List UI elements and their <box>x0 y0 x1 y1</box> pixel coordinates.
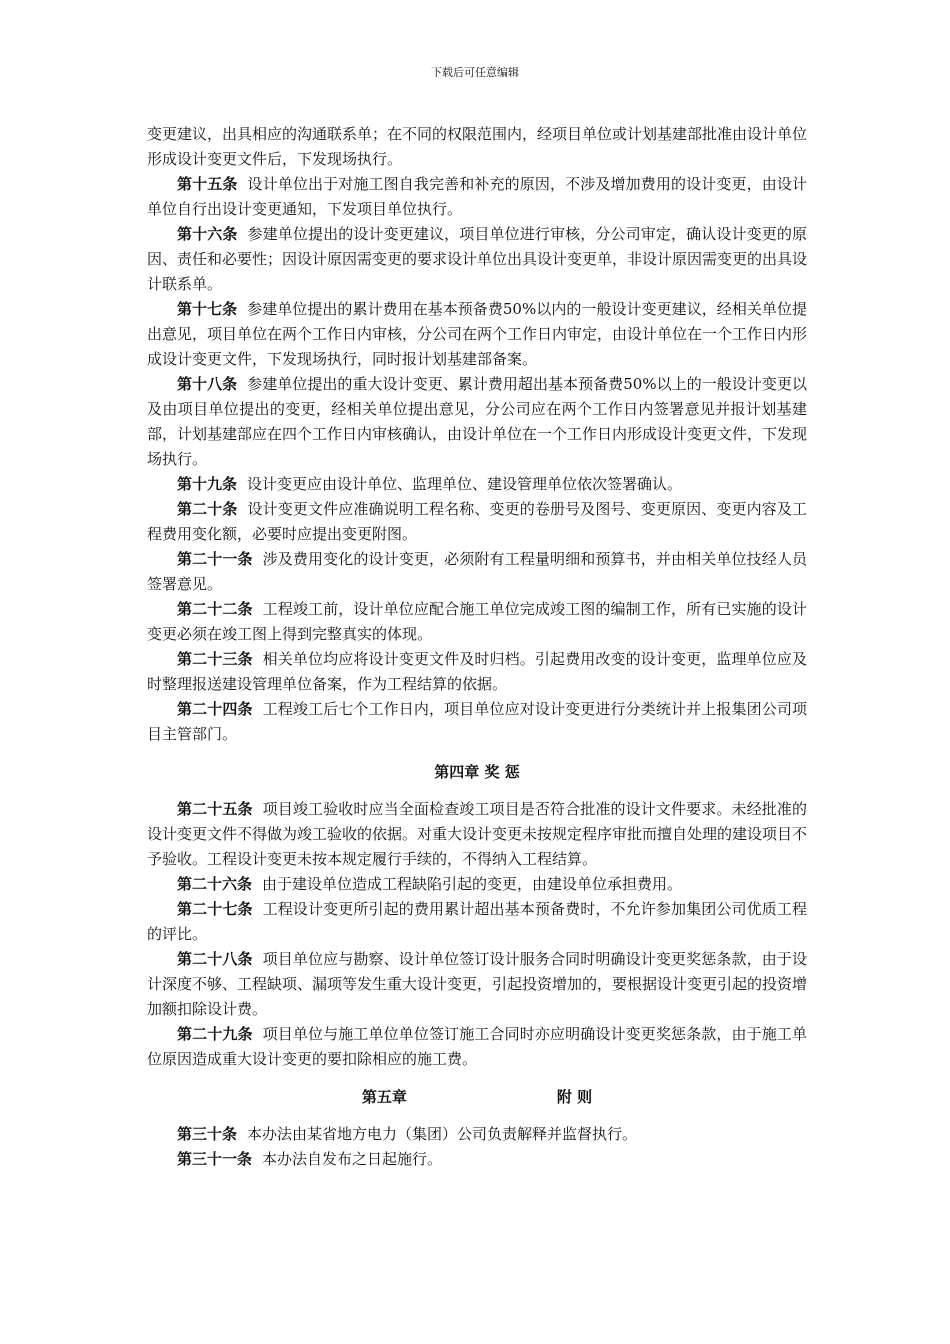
article-21 <box>147 547 807 597</box>
article-text: 相关单位均应将设计变更文件及时归档。引起费用改变的设计变更，监理单位应及时整理报送建设管理单位备案，作为工程结算的依据。 <box>147 650 807 693</box>
article-label: 第二十四条 <box>177 700 253 718</box>
article-label: 第三十一条 <box>177 1150 253 1168</box>
article-text: 由于建设单位造成工程缺陷引起的变更，由建设单位承担费用。 <box>262 875 683 893</box>
continued-paragraph: 变更建议，出具相应的沟通联系单；在不同的权限范围内，经项目单位或计划基建部批准由设计单位形成设计变更文件后，下发现场执行。 <box>147 125 808 168</box>
article-text: 设计变更文件应准确说明工程名称、变更的卷册号及图号、变更原因、变更内容及工程费用变化额，必要时应提出变更附图。 <box>147 500 807 543</box>
chapter-5-heading <box>147 1085 807 1110</box>
article-label: 第二十九条 <box>177 1025 253 1043</box>
article-22 <box>147 597 807 647</box>
article-text: 本办法自发布之日起施行。 <box>262 1150 443 1168</box>
document-body <box>147 122 807 1172</box>
article-text: 参建单位提出的累计费用在基本预备费50%以内的一般设计变更建议，经相关单位提出意见，项目单位在两个工作日内审核，分公司在两个工作日内审定，由设计单位在一个工作日内形成设计变更文件，下发现场执行，同时报计划基建部备案。 <box>147 300 808 368</box>
article-17 <box>147 297 807 372</box>
article-label: 第二十七条 <box>177 900 253 918</box>
article-19 <box>147 472 807 497</box>
article-text: 工程竣工后七个工作日内，项目单位应对设计变更进行分类统计并上报集团公司项目主管部门。 <box>147 700 807 743</box>
article-label: 第十七条 <box>177 300 238 318</box>
article-label: 第十五条 <box>177 175 238 193</box>
chapter-5-title: 附 则 <box>556 1088 593 1106</box>
article-text: 项目竣工验收时应当全面检查竣工项目是否符合批准的设计文件要求。未经批准的设计变更文件不得做为竣工验收的依据。对重大设计变更未按规定程序审批而擅自处理的建设项目不予验收。工程设计变更未按本规定履行手续的，不得纳入工程结算。 <box>147 800 808 868</box>
chapter-4-heading: 第四章 奖 惩 <box>434 763 520 781</box>
article-text: 参建单位提出的设计变更建议，项目单位进行审核，分公司审定，确认设计变更的原因、责任和必要性；因设计原因需变更的要求设计单位出具设计变更单，非设计原因需变更的出具设计联系单。 <box>147 225 808 293</box>
chapter-5-number: 第五章 <box>361 1088 407 1106</box>
article-26 <box>147 872 807 897</box>
page-header-note: 下载后可任意编辑 <box>431 66 519 79</box>
article-23 <box>147 647 807 697</box>
article-18 <box>147 372 807 472</box>
article-16 <box>147 222 807 297</box>
article-27 <box>147 897 807 947</box>
article-label: 第三十条 <box>177 1125 238 1143</box>
article-label: 第二十八条 <box>177 950 253 968</box>
article-label: 第二十六条 <box>177 875 253 893</box>
article-label: 第二十条 <box>177 500 238 518</box>
article-text: 涉及费用变化的设计变更，必须附有工程量明细和预算书，并由相关单位技经人员签署意见。 <box>147 550 807 593</box>
article-text: 参建单位提出的重大设计变更、累计费用超出基本预备费50%以上的一般设计变更以及由项目单位提出的变更，经相关单位提出意见，分公司应在两个工作日内签署意见并报计划基建部，计划基建部应在四个工作日内审核确认，由设计单位在一个工作日内形成设计变更文件，下发现场执行。 <box>147 375 808 468</box>
article-29 <box>147 1022 807 1072</box>
article-text: 工程竣工前，设计单位应配合施工单位完成竣工图的编制工作，所有已实施的设计变更必须在竣工图上得到完整真实的体现。 <box>147 600 807 643</box>
article-31 <box>147 1147 807 1172</box>
article-24 <box>147 697 807 747</box>
article-text: 项目单位与施工单位单位签订施工合同时亦应明确设计变更奖惩条款，由于施工单位原因造成重大设计变更的要扣除相应的施工费。 <box>147 1025 807 1068</box>
article-30 <box>147 1122 807 1147</box>
article-text: 项目单位应与勘察、设计单位签订设计服务合同时明确设计变更奖惩条款，由于设计深度不够、工程缺项、漏项等发生重大设计变更，引起投资增加的，要根据设计变更引起的投资增加额扣除设计费。 <box>147 950 808 1018</box>
article-text: 工程设计变更所引起的费用累计超出基本预备费时，不允许参加集团公司优质工程的评比。 <box>147 900 807 943</box>
article-25 <box>147 797 807 872</box>
article-label: 第二十二条 <box>177 600 253 618</box>
article-label: 第二十一条 <box>177 550 253 568</box>
article-label: 第二十五条 <box>177 800 253 818</box>
article-15 <box>147 172 807 222</box>
article-label: 第十八条 <box>177 375 238 393</box>
article-label: 第二十三条 <box>177 650 253 668</box>
article-label: 第十九条 <box>177 475 238 493</box>
article-text: 设计单位出于对施工图自我完善和补充的原因，不涉及增加费用的设计变更，由设计单位自行出设计变更通知，下发项目单位执行。 <box>147 175 807 218</box>
article-20 <box>147 497 807 547</box>
article-28 <box>147 947 807 1022</box>
article-text: 设计变更应由设计单位、监理单位、建设管理单位依次签署确认。 <box>247 475 683 493</box>
article-label: 第十六条 <box>177 225 238 243</box>
article-text: 本办法由某省地方电力（集团）公司负责解释并监督执行。 <box>247 1125 638 1143</box>
